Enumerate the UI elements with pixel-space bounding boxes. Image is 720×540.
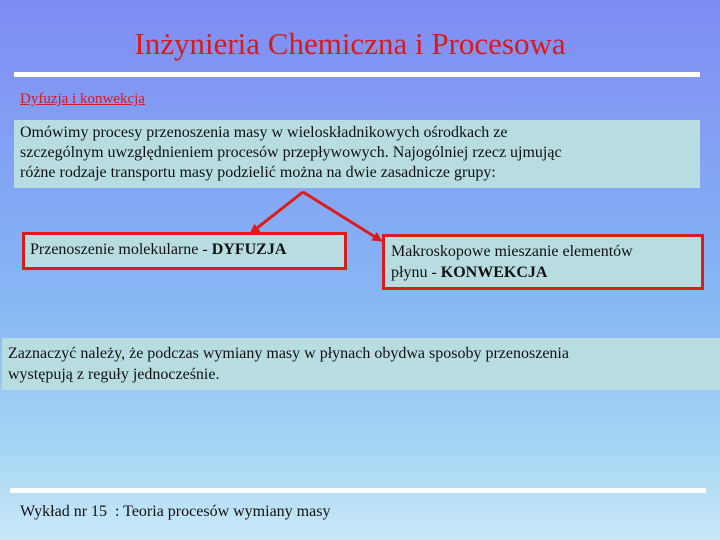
- convection-box: [382, 234, 704, 290]
- note-text-box: [2, 338, 720, 390]
- diffusion-keyword: DYFUZJA: [211, 241, 287, 258]
- footer-lecture-info: Wykład nr 15 : Teoria procesów wymiany masy: [20, 503, 331, 520]
- section-subtitle: Dyfuzja i konwekcja: [20, 91, 145, 107]
- convection-line-1: Makroskopowe mieszanie elementów: [391, 243, 633, 260]
- top-divider: [14, 72, 700, 77]
- bottom-divider: [10, 488, 706, 493]
- convection-line-2: [391, 262, 701, 283]
- arrow-to-diffusion: [252, 192, 303, 232]
- intro-text-box: [14, 120, 700, 188]
- convection-label: płynu -: [391, 264, 441, 281]
- intro-line-1: Omówimy procesy przenoszenia masy w wieloskładnikowych ośrodkach ze: [20, 124, 508, 141]
- note-line-1: Zaznaczyć należy, że podczas wymiany masy w płynach obydwa sposoby przenoszenia: [8, 345, 569, 362]
- slide-title: Inżynieria Chemiczna i Procesowa: [134, 26, 566, 61]
- diffusion-label: Przenoszenie molekularne -: [30, 241, 212, 258]
- convection-keyword: KONWEKCJA: [440, 264, 548, 281]
- diffusion-box: [22, 232, 347, 270]
- intro-line-2: szczególnym uwzględnieniem procesów przepływowych. Najogólniej rzecz ujmując: [20, 144, 562, 161]
- intro-line-3: różne rodzaje transportu masy podzielić można na dwie zasadnicze grupy:: [20, 164, 496, 181]
- note-line-2: występują z reguły jednocześnie.: [8, 366, 220, 383]
